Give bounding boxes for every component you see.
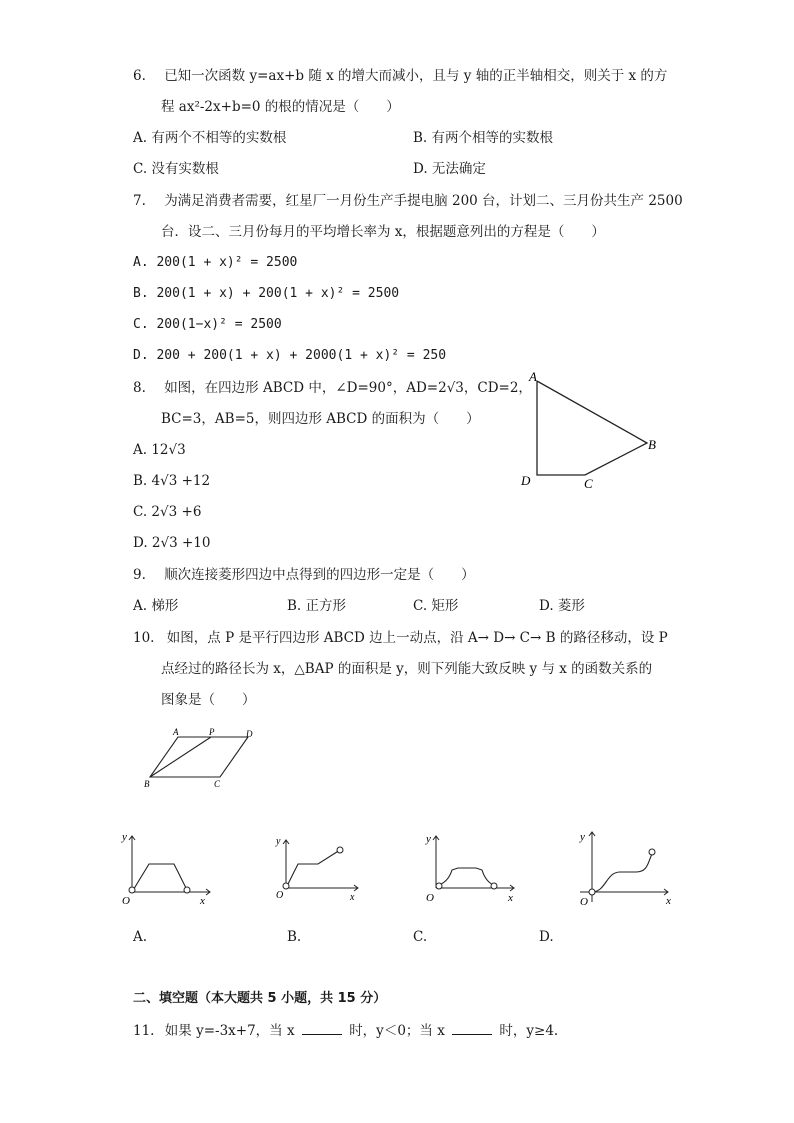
- q11-blank-2[interactable]: [452, 1022, 492, 1035]
- q9-option-a: A. 梯形: [133, 598, 179, 614]
- q6-text-line1: 已知一次函数 y=ax+b 随 x 的增大而减小，且与 y 轴的正半轴相交，则关于 x 的方: [164, 68, 668, 84]
- q11-number: 11.: [133, 1023, 155, 1039]
- q8-line1: [133, 379, 532, 397]
- q8-quadrilateral-figure: [515, 365, 665, 495]
- q9-line1: [133, 566, 475, 584]
- q10-graph-b: [272, 832, 367, 902]
- origin-label: O: [426, 892, 434, 904]
- q10-number: 10.: [133, 630, 155, 646]
- q8-label-a: A: [529, 369, 537, 384]
- q8-option-b: B. 4√3 +12: [133, 473, 211, 489]
- q10-line2: 点经过的路径长为 x，△BAP 的面积是 y，则下列能大致反映 y 与 x 的函数关系的: [161, 661, 653, 677]
- q10-line1: [133, 629, 668, 647]
- q10-label-p: P: [209, 727, 215, 737]
- q10-option-d: D.: [539, 929, 554, 945]
- q7-option-b: B. 200(1 + x) + 200(1 + x)² = 2500: [133, 286, 400, 301]
- q8-label-c: C: [584, 476, 593, 491]
- q11-part2: 时，y＜0；当 x: [349, 1023, 445, 1039]
- graph-curve: [592, 854, 652, 892]
- q7-option-a: A. 200(1 + x)² = 2500: [133, 255, 298, 270]
- x-label: x: [350, 892, 355, 902]
- y-label: y: [122, 831, 127, 843]
- q9-option-b: B. 正方形: [287, 598, 347, 614]
- q9-text-line1: 顺次连接菱形四边中点得到的四边形一定是（ ）: [164, 567, 475, 583]
- q6-option-a: A. 有两个不相等的实数根: [133, 130, 287, 146]
- origin-label: O: [122, 895, 130, 907]
- q6-option-d: D. 无法确定: [413, 161, 486, 177]
- q8-line2: BC=3，AB=5，则四边形 ABCD 的面积为（ ）: [161, 411, 480, 427]
- q10-parallelogram-figure: [140, 725, 265, 795]
- y-label: y: [580, 831, 585, 843]
- q6-option-c: C. 没有实数根: [133, 161, 219, 177]
- end-point: [649, 849, 655, 855]
- q11-part1: 如果 y=-3x+7，当 x: [164, 1023, 295, 1039]
- q6-option-b: B. 有两个相等的实数根: [413, 130, 554, 146]
- q10-line3: 图象是（ ）: [161, 692, 256, 708]
- graph-curve: [436, 868, 496, 886]
- q10-option-c: C.: [413, 929, 428, 945]
- x-label: x: [508, 892, 513, 904]
- q7-option-c: C. 200(1−x)² = 2500: [133, 317, 282, 332]
- section-fill-in-heading: 二、填空题（本大题共 5 小题，共 15 分）: [133, 991, 387, 1006]
- q10-label-a: A: [173, 727, 179, 737]
- q8-label-b: B: [648, 437, 656, 452]
- q10-graph-d: [572, 826, 677, 910]
- q8-option-c: C. 2√3 +6: [133, 504, 202, 520]
- q6-line2: 程 ax²-2x+b=0 的根的情况是（ ）: [161, 99, 400, 115]
- y-label: y: [276, 836, 281, 847]
- q7-text-line1: 为满足消费者需要，红星厂一月份生产手提电脑 200 台，计划二、三月份共生产 2500: [164, 193, 683, 209]
- q9-number: 9.: [133, 567, 146, 583]
- x-label: x: [200, 895, 205, 907]
- q10-parallelogram-shape: [150, 737, 248, 777]
- q10-label-d: D: [246, 729, 253, 739]
- q8-option-a: A. 12√3: [133, 442, 186, 458]
- q11-line1: [133, 1022, 558, 1040]
- q10-text-line1: 如图，点 P 是平行四边形 ABCD 边上一动点，沿 A→ D→ C→ B 的路径移动，设 P: [166, 630, 668, 646]
- q10-option-b: B.: [287, 929, 302, 945]
- end-point: [337, 847, 343, 853]
- q10-label-b: B: [144, 779, 150, 789]
- q10-segment-bp: [150, 737, 211, 777]
- q8-text-line1: 如图，在四边形 ABCD 中，∠D=90°，AD=2√3，CD=2，: [164, 380, 532, 396]
- start-point: [283, 883, 289, 889]
- start-point: [129, 887, 135, 893]
- q11-blank-1[interactable]: [302, 1022, 342, 1035]
- end-point: [184, 887, 190, 893]
- q9-option-d: D. 菱形: [539, 598, 585, 614]
- q10-label-c: C: [214, 779, 221, 789]
- q8-number: 8.: [133, 380, 146, 396]
- q8-option-d: D. 2√3 +10: [133, 535, 211, 551]
- q8-label-d: D: [521, 473, 531, 488]
- origin-label: O: [580, 896, 588, 908]
- q6-number: 6.: [133, 68, 146, 84]
- origin-label: O: [276, 890, 284, 901]
- q6-line1: [133, 67, 667, 85]
- q7-line2: 台．设二、三月份每月的平均增长率为 x，根据题意列出的方程是（ ）: [161, 224, 605, 240]
- q7-option-d: D. 200 + 200(1 + x) + 2000(1 + x)² = 250: [133, 348, 447, 363]
- q7-number: 7.: [133, 193, 146, 209]
- x-label: x: [666, 895, 671, 907]
- end-point: [491, 883, 497, 889]
- q10-graph-a: [118, 828, 218, 908]
- q7-line1: [133, 192, 683, 210]
- graph-curve: [132, 864, 187, 892]
- q8-quadrilateral-shape: [537, 381, 647, 475]
- q11-part3: 时，y≥4.: [499, 1023, 559, 1039]
- q10-option-a: A.: [133, 929, 148, 945]
- q9-option-c: C. 矩形: [413, 598, 459, 614]
- graph-curve: [286, 850, 340, 888]
- y-label: y: [426, 833, 431, 845]
- start-point: [436, 883, 442, 889]
- start-point: [589, 889, 595, 895]
- q10-graph-c: [422, 828, 522, 908]
